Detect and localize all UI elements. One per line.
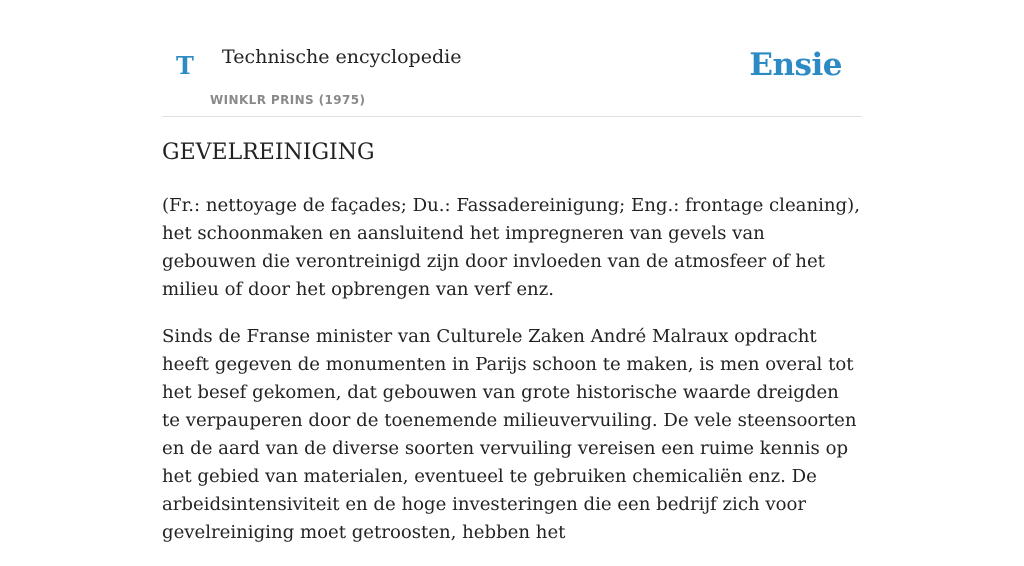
article [162,0,862,543]
ensie-logo-link[interactable]: Ensie [749,47,842,83]
book-subtitle: WINKLR PRINS (1975) [210,93,366,107]
entry-paragraph: Sinds de Franse minister van Culturele Zaken André Malraux opdracht heeft gegeven de monumenten in Parijs schoon te maken, is men overal tot het besef gekomen, dat gebouwen van grote historische waarde dreigden te verpauperen door de toenemende milieuvervuiling. De vele steensoorten en de aard van de diverse soorten vervuiling vereisen een ruime kennis op het gebied van materialen, eventueel te gebruiken chemicaliën enz. De arbeidsintensiviteit en de hoge investeringen die een bedrijf zich voor gevelreiniging moet getroosten, hebben het [162,326,857,543]
entry-paragraph: (Fr.: nettoyage de façades; Du.: Fassadereinigung; Eng.: frontage cleaning), het schoonmaken en aansluitend het impregneren van gevels van gebouwen die verontreinigd zijn door invloeden van de atmosfeer of het milieu of door het opbrengen van verf enz. [162,195,860,300]
entry-title: GEVELREINIGING [162,140,375,165]
book-title-link[interactable]: Technische encyclopedie [222,46,462,68]
entry-body [162,192,862,566]
article-header [162,0,862,117]
encyclopedia-logo[interactable]: T [176,51,194,80]
